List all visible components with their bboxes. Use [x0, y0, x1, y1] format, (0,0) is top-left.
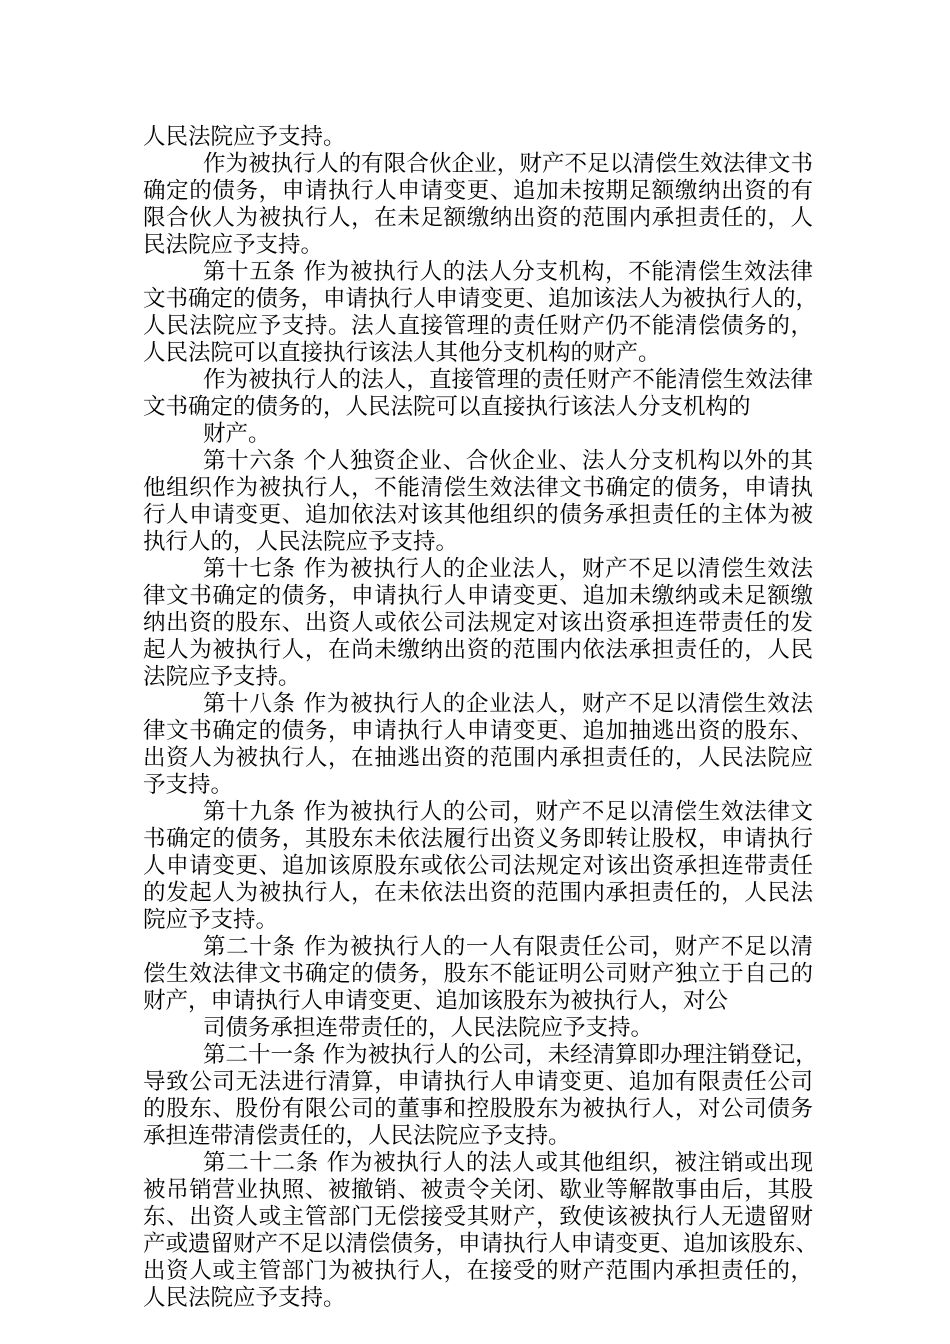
text-line: 人民法院应予支持。法人直接管理的责任财产仍不能清偿债务的，: [143, 313, 813, 339]
text-line: 行人申请变更、追加依法对该其他组织的债务承担责任的主体为被: [143, 502, 813, 528]
text-line: 人申请变更、追加该原股东或依公司法规定对该出资承担连带责任: [143, 853, 813, 879]
text-line: 第十五条 作为被执行人的法人分支机构，不能清偿生效法律: [203, 259, 813, 285]
text-line: 院应予支持。: [143, 907, 279, 933]
text-line: 的股东、股份有限公司的董事和控股股东为被执行人，对公司债务: [143, 1096, 813, 1122]
text-line: 书确定的债务，其股东未依法履行出资义务即转让股权，申请执行: [143, 826, 813, 852]
text-line: 执行人的，人民法院应予支持。: [143, 529, 459, 555]
text-line: 出资人或主管部门为被执行人，在接受的财产范围内承担责任的，: [143, 1258, 813, 1284]
text-line: 第二十一条 作为被执行人的公司，未经清算即办理注销登记，: [203, 1042, 818, 1068]
text-line: 第十七条 作为被执行人的企业法人，财产不足以清偿生效法: [203, 556, 813, 582]
text-line: 第二十条 作为被执行人的一人有限责任公司，财产不足以清: [203, 934, 813, 960]
text-line: 东、出资人或主管部门无偿接受其财产，致使该被执行人无遗留财: [143, 1204, 813, 1230]
text-line: 起人为被执行人，在尚未缴纳出资的范围内依法承担责任的，人民: [143, 637, 813, 663]
text-line: 第十八条 作为被执行人的企业法人，财产不足以清偿生效法: [203, 691, 813, 717]
text-line: 第二十二条 作为被执行人的法人或其他组织，被注销或出现: [203, 1150, 813, 1176]
text-line: 人民法院应予支持。: [143, 124, 346, 150]
text-line: 出资人为被执行人，在抽逃出资的范围内承担责任的，人民法院应: [143, 745, 813, 771]
text-line: 的发起人为被执行人，在未依法出资的范围内承担责任的，人民法: [143, 880, 813, 906]
text-line: 被吊销营业执照、被撤销、被责令关闭、歇业等解散事由后，其股: [143, 1177, 813, 1203]
text-line: 文书确定的债务，申请执行人申请变更、追加该法人为被执行人的，: [143, 286, 819, 312]
text-line: 人民法院可以直接执行该法人其他分支机构的财产。: [143, 340, 661, 366]
text-line: 律文书确定的债务，申请执行人申请变更、追加未缴纳或未足额缴: [143, 583, 813, 609]
text-line: 财产。: [203, 421, 271, 447]
text-line: 限合伙人为被执行人，在未足额缴纳出资的范围内承担责任的，人: [143, 205, 813, 231]
text-line: 司债务承担连带责任的，人民法院应予支持。: [203, 1015, 654, 1041]
text-line: 人民法院应予支持。: [143, 1285, 346, 1311]
text-line: 导致公司无法进行清算，申请执行人申请变更、追加有限责任公司: [143, 1069, 813, 1095]
text-line: 第十九条 作为被执行人的公司，财产不足以清偿生效法律文: [203, 799, 813, 825]
text-line: 确定的债务，申请执行人申请变更、追加未按期足额缴纳出资的有: [143, 178, 813, 204]
text-line: 产或遗留财产不足以清偿债务，申请执行人申请变更、追加该股东、: [143, 1231, 819, 1257]
text-line: 法院应予支持。: [143, 664, 301, 690]
text-line: 民法院应予支持。: [143, 232, 324, 258]
text-line: 偿生效法律文书确定的债务，股东不能证明公司财产独立于自己的: [143, 961, 813, 987]
text-line: 第十六条 个人独资企业、合伙企业、法人分支机构以外的其: [203, 448, 813, 474]
text-line: 作为被执行人的法人，直接管理的责任财产不能清偿生效法律: [203, 367, 813, 393]
text-line: 文书确定的债务的，人民法院可以直接执行该法人分支机构的: [143, 394, 751, 420]
text-line: 纳出资的股东、出资人或依公司法规定对该出资承担连带责任的发: [143, 610, 813, 636]
text-line: 承担连带清偿责任的，人民法院应予支持。: [143, 1123, 571, 1149]
text-line: 他组织作为被执行人，不能清偿生效法律文书确定的债务，申请执: [143, 475, 813, 501]
text-line: 作为被执行人的有限合伙企业，财产不足以清偿生效法律文书: [203, 151, 813, 177]
text-line: 予支持。: [143, 772, 234, 798]
text-line: 财产，申请执行人申请变更、追加该股东为被执行人，对公: [143, 988, 729, 1014]
text-line: 律文书确定的债务，申请执行人申请变更、追加抽逃出资的股东、: [143, 718, 813, 744]
